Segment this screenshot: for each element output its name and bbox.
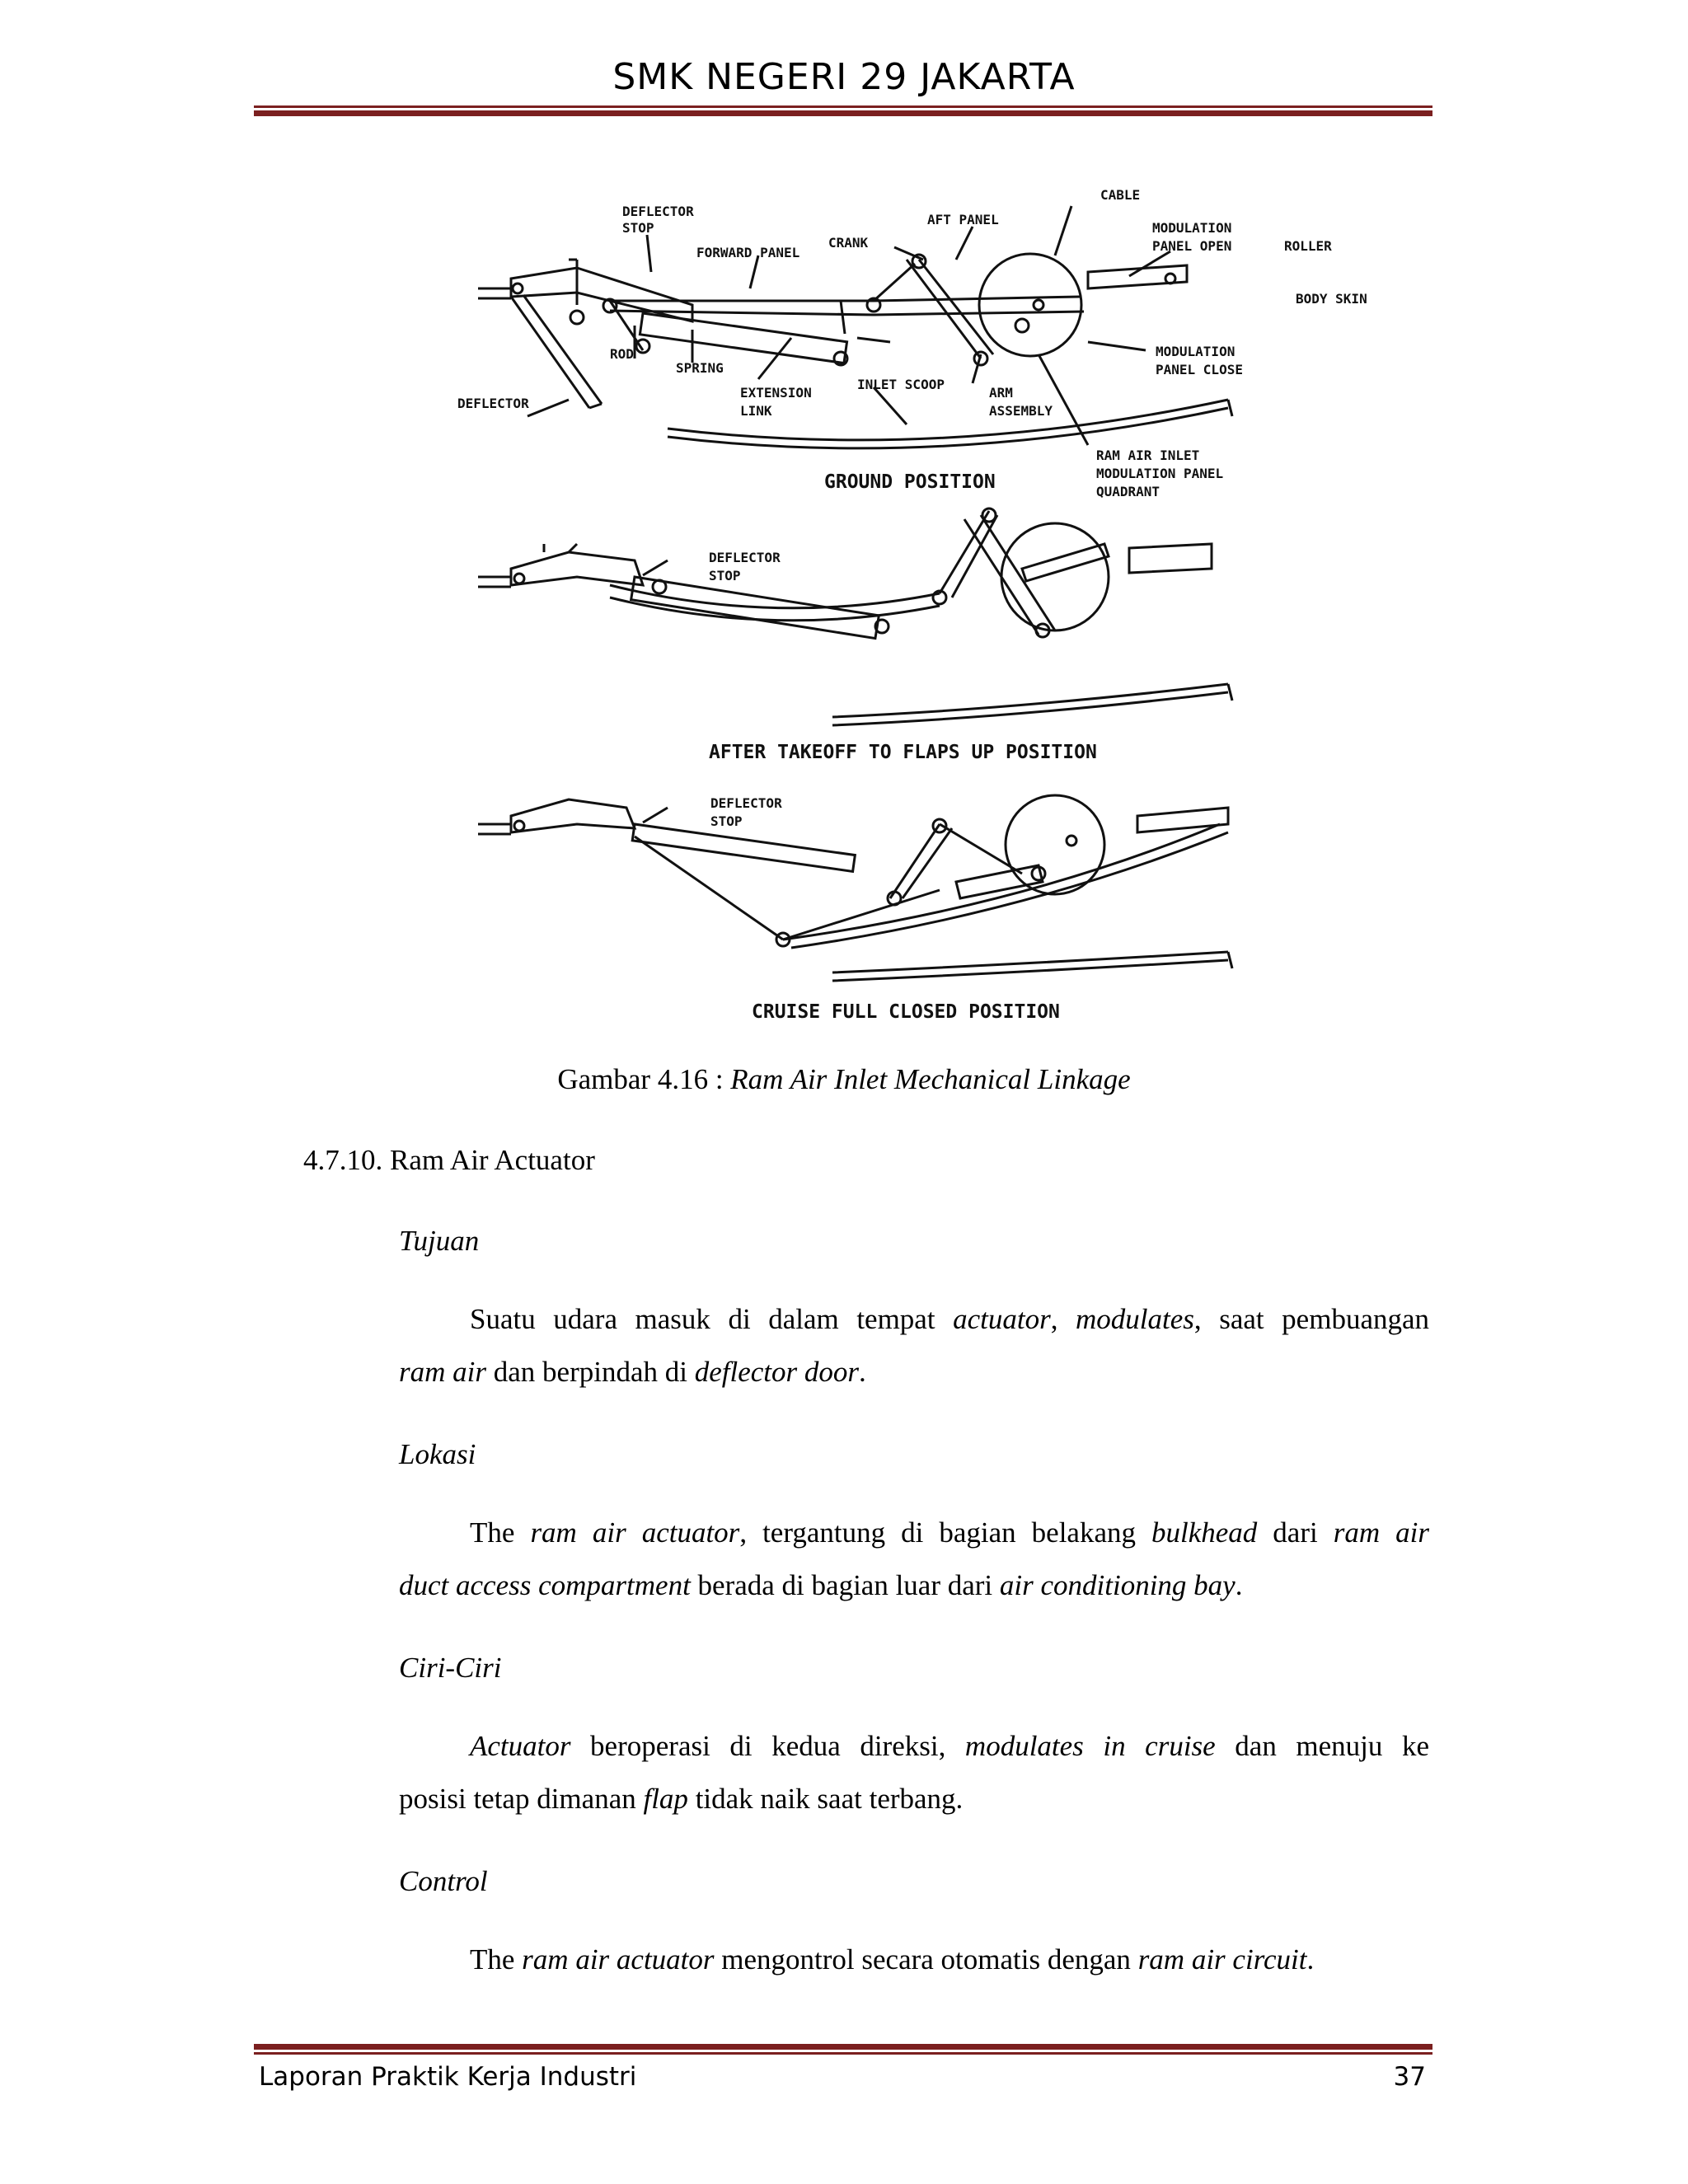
label-quadrant-1: RAM AIR INLET bbox=[1096, 448, 1200, 463]
label-deflector: DEFLECTOR bbox=[457, 396, 529, 411]
header-rule bbox=[254, 105, 1432, 116]
label-forward-panel: FORWARD PANEL bbox=[696, 245, 800, 260]
label-modulation-close-2: PANEL CLOSE bbox=[1156, 362, 1243, 377]
ciri-paragraph: Actuator beroperasi di kedua direksi, modulates in cruise dan menuju ke posisi tetap dimanan flap tidak naik saat terbang. bbox=[399, 1730, 1429, 1815]
label-modulation-open-2: PANEL OPEN bbox=[1152, 238, 1232, 254]
section-heading: 4.7.10. Ram Air Actuator bbox=[303, 1144, 595, 1176]
label-extension-2: LINK bbox=[740, 403, 772, 419]
label-aft-panel: AFT PANEL bbox=[927, 212, 999, 227]
label-modulation-open-1: MODULATION bbox=[1152, 220, 1232, 236]
label-modulation-close-1: MODULATION bbox=[1156, 344, 1236, 359]
page-header-title: SMK NEGERI 29 JAKARTA bbox=[612, 56, 1076, 98]
ground-position-drawing bbox=[478, 254, 1232, 448]
label-arm-2: ASSEMBLY bbox=[989, 403, 1053, 419]
linkage-figure bbox=[445, 181, 1409, 1030]
caption-prefix: Gambar 4.16 : bbox=[557, 1063, 731, 1095]
cruise-closed-title: CRUISE FULL CLOSED POSITION bbox=[752, 1001, 1060, 1023]
label-deflector-stop-2: STOP bbox=[622, 220, 654, 236]
label-inlet-scoop: INLET SCOOP bbox=[857, 377, 945, 392]
tujuan-paragraph: Suatu udara masuk di dalam tempat actuator, modulates, saat pembuangan ram air dan berpindah di deflector door. bbox=[399, 1303, 1430, 1388]
control-paragraph: The ram air actuator mengontrol secara otomatis dengan ram air circuit. bbox=[470, 1943, 1315, 1975]
footer-rule bbox=[254, 2044, 1432, 2055]
label-quadrant-2: MODULATION PANEL bbox=[1096, 466, 1224, 481]
label-roller: ROLLER bbox=[1284, 238, 1332, 254]
ground-position-title: GROUND POSITION bbox=[824, 471, 996, 493]
label-quadrant-3: QUADRANT bbox=[1096, 484, 1160, 499]
label-deflector-stop-c1: DEFLECTOR bbox=[710, 795, 782, 811]
label-deflector-stop-1: DEFLECTOR bbox=[622, 204, 694, 219]
lokasi-paragraph: The ram air actuator, tergantung di bagian belakang bulkhead dari ram air duct access compartment berada di bagian luar dari air conditioning bay. bbox=[399, 1516, 1429, 1601]
lokasi-heading: Lokasi bbox=[399, 1438, 476, 1470]
page-number: 37 bbox=[1393, 2062, 1426, 2092]
label-body-skin: BODY SKIN bbox=[1296, 291, 1367, 307]
cruise-closed-drawing bbox=[478, 795, 1232, 981]
control-heading: Control bbox=[399, 1865, 488, 1897]
label-arm-1: ARM bbox=[989, 385, 1013, 401]
ciri-heading: Ciri-Ciri bbox=[399, 1652, 502, 1684]
footer-text: Laporan Praktik Kerja Industri bbox=[259, 2062, 637, 2092]
after-takeoff-title: AFTER TAKEOFF TO FLAPS UP POSITION bbox=[709, 742, 1097, 763]
label-deflector-stop-b2: STOP bbox=[709, 568, 741, 583]
label-spring: SPRING bbox=[676, 360, 724, 376]
linkage-diagram bbox=[445, 181, 1409, 1030]
label-cable: CABLE bbox=[1100, 187, 1141, 203]
label-rod: ROD bbox=[610, 346, 634, 362]
label-deflector-stop-c2: STOP bbox=[710, 813, 743, 829]
caption-title: Ram Air Inlet Mechanical Linkage bbox=[730, 1063, 1131, 1095]
after-takeoff-drawing bbox=[478, 509, 1232, 725]
figure-caption bbox=[0, 1063, 1688, 1096]
tujuan-heading: Tujuan bbox=[399, 1225, 480, 1257]
label-extension-1: EXTENSION bbox=[740, 385, 812, 401]
label-crank: CRANK bbox=[828, 235, 869, 251]
label-deflector-stop-b1: DEFLECTOR bbox=[709, 550, 781, 565]
